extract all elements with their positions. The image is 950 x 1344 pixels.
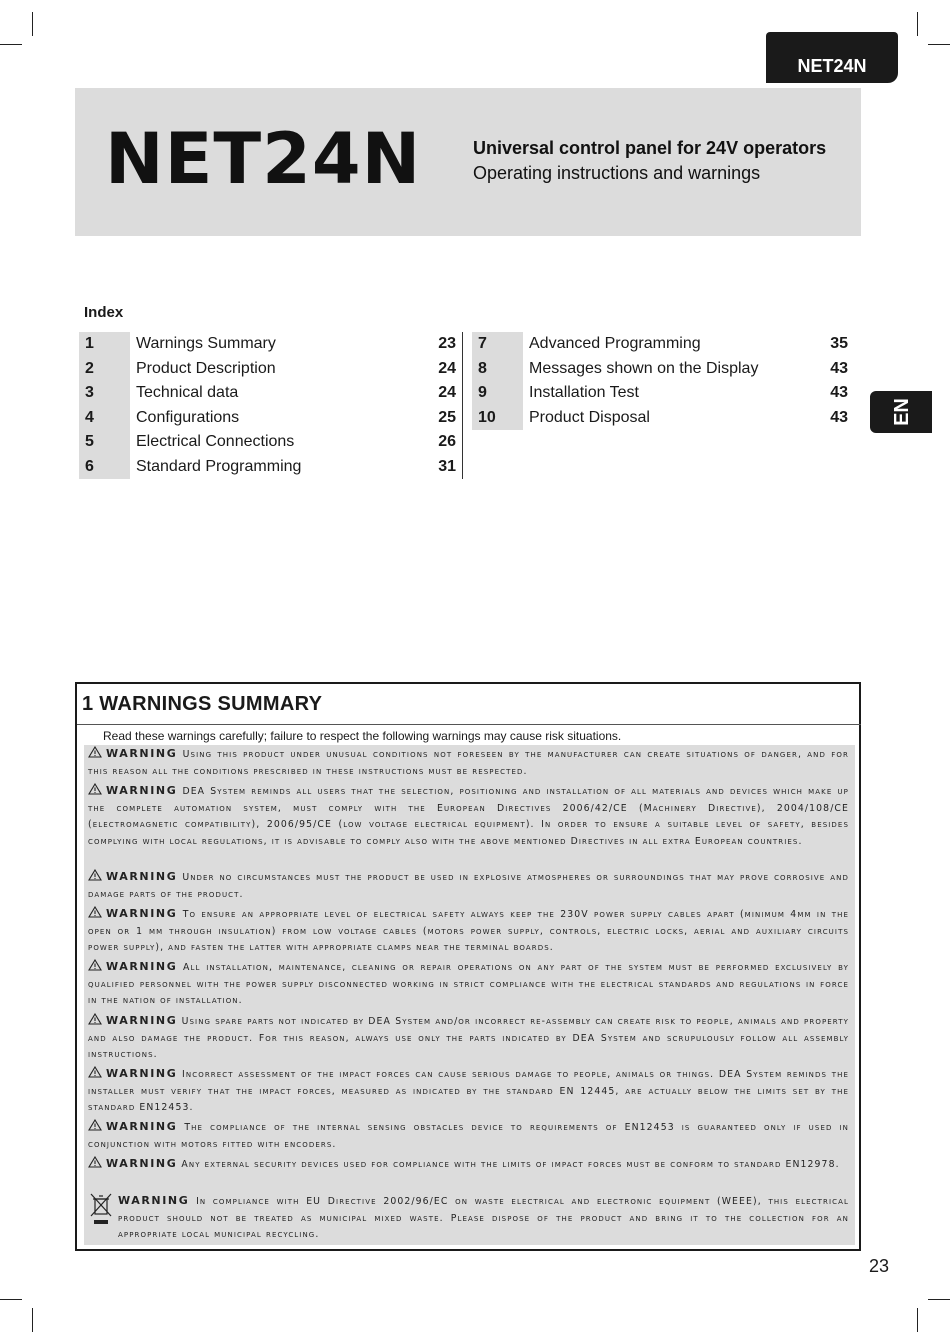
warning-text: All installation, maintenance, cleaning or repair operations on any part of the system must be performed exclusively by qualified personnel with the power supply disconnected working in strict compliance with the electrical standards and regulations in force in the nation of installation. bbox=[88, 962, 849, 1007]
warning-keyword: WARNING bbox=[106, 870, 178, 883]
page-title: NET24N bbox=[105, 118, 422, 200]
warning-item bbox=[88, 1119, 849, 1153]
index-column-left bbox=[79, 332, 463, 479]
index-item-page: 24 bbox=[438, 359, 456, 377]
header-tab bbox=[766, 32, 898, 83]
warning-text: Under no circumstances must the product be used in explosive atmospheres or surroundings that may prove corrosive and damage parts of the product. bbox=[88, 872, 849, 900]
crop-mark bbox=[0, 1299, 22, 1300]
index-item-page: 23 bbox=[438, 335, 456, 352]
index-item[interactable] bbox=[79, 357, 462, 382]
warning-keyword: WARNING bbox=[106, 784, 178, 797]
warning-triangle-icon bbox=[88, 1013, 102, 1025]
warning-item bbox=[88, 1066, 849, 1117]
language-tab-label: EN bbox=[891, 398, 913, 426]
warning-text: Using this product under unusual conditions not foreseen by the manufacturer can create situations of danger, and for this reason all the conditions prescribed in these instructions must be respected. bbox=[88, 749, 849, 777]
section-title: 1 WARNINGS SUMMARY bbox=[82, 693, 323, 715]
index-title: Index bbox=[84, 304, 124, 321]
crop-mark bbox=[917, 1308, 918, 1332]
warning-text: Any external security devices used for compliance with the limits of impact forces must be conform to standard EN12978. bbox=[181, 1159, 840, 1170]
crop-mark bbox=[32, 12, 33, 36]
section-divider bbox=[77, 724, 861, 725]
warning-keyword: WARNING bbox=[106, 1157, 178, 1170]
warning-text: DEA System reminds all users that the selection, positioning and installation of all materials and devices which make up the complete automation system, must comply with the European Directives 2006/42/CE (Machinery Directive), 2004/108/CE (electromagnetic compatibility), 2006/95/CE (low voltage electrical equipment). In order to ensure a suitable level of safety, besides complying with local regulations, it is advisable to comply also with the above mentioned Directives in all extra European countries. bbox=[88, 786, 850, 847]
index-item[interactable] bbox=[79, 406, 462, 431]
warning-keyword: WARNING bbox=[106, 1120, 178, 1133]
index-item[interactable] bbox=[472, 357, 854, 382]
index-item-page: 43 bbox=[830, 384, 848, 401]
warning-keyword: WARNING bbox=[106, 960, 178, 973]
warning-triangle-icon bbox=[88, 746, 102, 758]
warning-keyword: WARNING bbox=[106, 1014, 178, 1027]
crop-mark bbox=[32, 1308, 33, 1332]
index-item[interactable] bbox=[472, 381, 854, 406]
index-item-label: Technical data bbox=[136, 384, 239, 401]
index-item[interactable] bbox=[472, 332, 854, 357]
index-item[interactable] bbox=[79, 455, 462, 480]
index-item-number: 7 bbox=[472, 332, 523, 357]
warning-text: The compliance of the internal sensing obstacles device to requirements of EN12453 is guaranteed only if used in conjunction with motors fitted with encoders. bbox=[88, 1122, 849, 1150]
crop-mark bbox=[0, 44, 22, 45]
warning-item bbox=[88, 746, 849, 780]
index-item-page: 24 bbox=[438, 384, 456, 401]
warning-triangle-icon bbox=[88, 1066, 102, 1078]
index-item-number: 6 bbox=[79, 455, 130, 480]
crop-mark bbox=[928, 1299, 950, 1300]
warnings-section bbox=[75, 682, 861, 1251]
warning-triangle-icon bbox=[88, 959, 102, 971]
index-item-label: Configurations bbox=[136, 408, 240, 426]
section-intro: Read these warnings carefully; failure to respect the following warnings may cause risk situations. bbox=[103, 729, 622, 743]
warning-item bbox=[88, 869, 849, 903]
index-item-label: Warnings Summary bbox=[136, 335, 276, 352]
warning-text: To ensure an appropriate level of electrical safety always keep the 230V power supply cables apart (minimum 4mm in the open or 1 mm through insulation) from low voltage cables (motors power supply, controls, electric locks, aerial and auxiliary circuits power supply), and fasten the latter with appropriate clamps near the terminal boards. bbox=[88, 909, 849, 954]
index-item-number: 1 bbox=[79, 332, 130, 357]
index-item-number: 4 bbox=[79, 406, 130, 431]
index-item[interactable] bbox=[472, 406, 854, 431]
warning-keyword: WARNING bbox=[118, 1194, 190, 1207]
index-item-label: Electrical Connections bbox=[136, 433, 295, 450]
index-item-page: 31 bbox=[438, 457, 456, 475]
warning-item bbox=[88, 783, 849, 850]
warning-item-weee bbox=[118, 1193, 849, 1244]
warning-keyword: WARNING bbox=[106, 907, 178, 920]
warning-text: Incorrect assessment of the impact forces can cause serious damage to people, animals or things. DEA System reminds the installer must verify that the impact forces, measured as indicated by the standard EN 12445, are actually below the limits set by the standard EN12453. bbox=[88, 1069, 849, 1114]
warning-triangle-icon bbox=[88, 869, 102, 881]
warning-keyword: WARNING bbox=[106, 747, 178, 760]
warning-triangle-icon bbox=[88, 906, 102, 918]
index-item-number: 9 bbox=[472, 381, 523, 406]
index-item-label: Messages shown on the Display bbox=[529, 359, 759, 377]
index-item[interactable] bbox=[79, 332, 462, 357]
warning-item bbox=[88, 1156, 849, 1174]
warning-item bbox=[88, 959, 849, 1010]
weee-bin-icon bbox=[90, 1193, 112, 1227]
warning-text: In compliance with EU Directive 2002/96/EC on waste electrical and electronic equipment (WEEE), this electrical product should not be treated as municipal mixed waste. Please dispose of the product and bring it to the collection for an appropriate local municipal recycling. bbox=[118, 1196, 850, 1241]
index-item-page: 25 bbox=[438, 408, 456, 426]
warning-triangle-icon bbox=[88, 1156, 102, 1168]
index-item-label: Standard Programming bbox=[136, 457, 302, 475]
index-item-label: Product Description bbox=[136, 359, 276, 377]
page-number: 23 bbox=[869, 1256, 890, 1276]
language-tab bbox=[870, 391, 932, 433]
index-item-number: 5 bbox=[79, 430, 130, 455]
index-item-number: 8 bbox=[472, 357, 523, 382]
index-item-label: Product Disposal bbox=[529, 408, 650, 426]
index-item-label: Installation Test bbox=[529, 384, 639, 401]
header-banner bbox=[75, 88, 861, 236]
crop-mark bbox=[928, 44, 950, 45]
warning-item bbox=[88, 1013, 849, 1064]
index-item-label: Advanced Programming bbox=[529, 335, 701, 352]
index-item-page: 26 bbox=[438, 433, 456, 450]
warning-item bbox=[88, 906, 849, 957]
index-item-page: 43 bbox=[830, 408, 848, 426]
warnings-list bbox=[84, 745, 855, 1245]
index-column-right bbox=[472, 332, 854, 430]
index-item-number: 2 bbox=[79, 357, 130, 382]
crop-mark bbox=[917, 12, 918, 36]
index-item[interactable] bbox=[79, 430, 462, 455]
index-item[interactable] bbox=[79, 381, 462, 406]
index-item-number: 10 bbox=[472, 406, 523, 431]
warning-text: Using spare parts not indicated by DEA System and/or incorrect re-assembly can create risk to people, animals and property and also damage the product. For this reason, always use only the parts indicated by DEA System and scrupulously follow all assembly instructions. bbox=[88, 1016, 849, 1061]
header-tab-label: NET24N bbox=[797, 56, 867, 76]
index-item-page: 43 bbox=[830, 359, 848, 377]
index-item-number: 3 bbox=[79, 381, 130, 406]
page-subtitle: Universal control panel for 24V operators bbox=[473, 138, 827, 158]
warning-triangle-icon bbox=[88, 783, 102, 795]
page-subtitle-secondary: Operating instructions and warnings bbox=[473, 163, 761, 183]
warning-triangle-icon bbox=[88, 1119, 102, 1131]
warning-keyword: WARNING bbox=[106, 1067, 178, 1080]
index-item-page: 35 bbox=[830, 335, 848, 352]
